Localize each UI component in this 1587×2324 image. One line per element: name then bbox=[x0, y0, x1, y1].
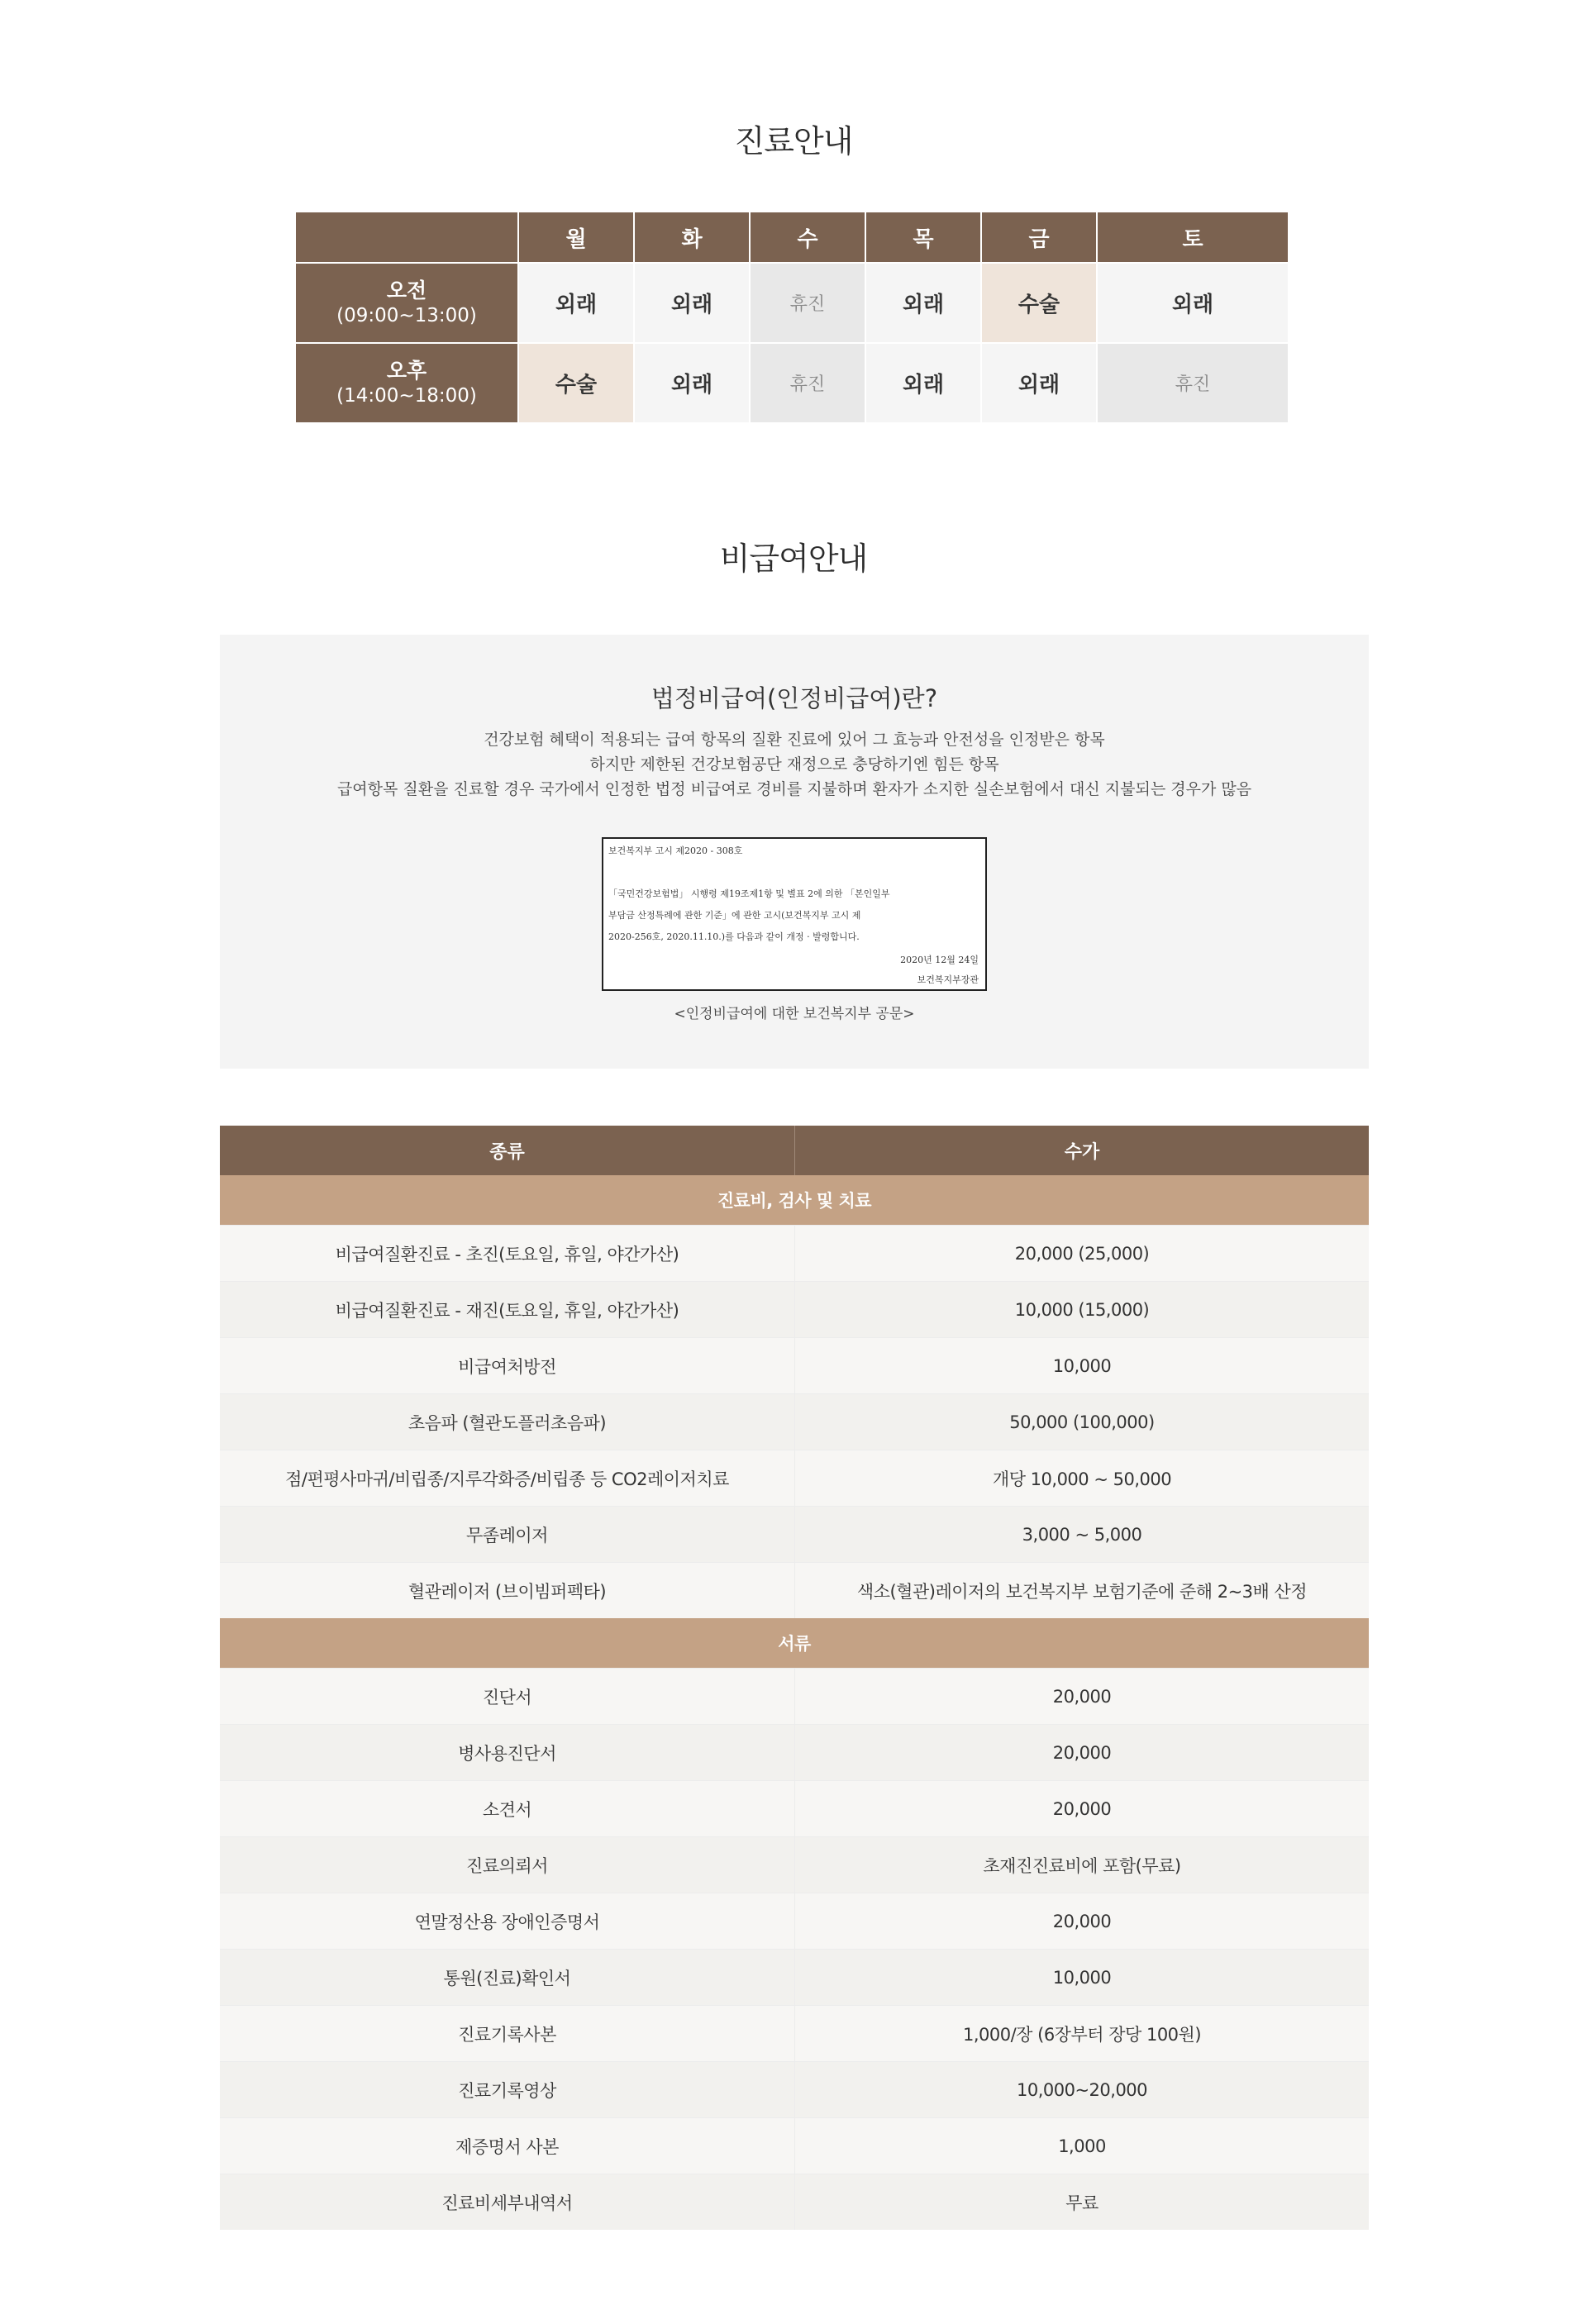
fee-item-price: 10,000~20,000 bbox=[795, 2062, 1370, 2118]
fee-header-row bbox=[220, 1126, 1369, 1175]
fee-header-type: 종류 bbox=[220, 1126, 795, 1175]
schedule-cell: 외래 bbox=[519, 264, 633, 342]
fee-row bbox=[220, 1563, 1369, 1619]
schedule-table bbox=[294, 211, 1289, 424]
fee-row bbox=[220, 1394, 1369, 1450]
fee-row bbox=[220, 1450, 1369, 1507]
fee-item-price: 초재진진료비에 포함(무료) bbox=[795, 1837, 1370, 1893]
fee-row bbox=[220, 1950, 1369, 2006]
nonpay-info-box bbox=[220, 635, 1369, 1069]
fee-item-price: 20,000 (25,000) bbox=[795, 1226, 1370, 1282]
fee-item-name: 통원(진료)확인서 bbox=[220, 1950, 795, 2006]
fee-row bbox=[220, 1669, 1369, 1725]
fee-item-name: 진료기록사본 bbox=[220, 2006, 795, 2062]
schedule-cell-surgery: 수술 bbox=[982, 264, 1096, 342]
fee-item-price: 1,000/장 (6장부터 장당 100원) bbox=[795, 2006, 1370, 2062]
fee-row bbox=[220, 2174, 1369, 2231]
info-line: 건강보험 혜택이 적용되는 급여 항목의 질환 진료에 있어 그 효능과 안전성을 인정받은 항목 bbox=[484, 731, 1105, 749]
notice-body: 「국민건강보험법」 시행령 제19조제1항 및 별표 2에 의한 「본인일부 bbox=[608, 888, 890, 899]
fee-item-price: 3,000 ~ 5,000 bbox=[795, 1507, 1370, 1563]
schedule-cell: 외래 bbox=[866, 344, 980, 422]
notice-date: 2020년 12월 24일 bbox=[900, 955, 979, 965]
fee-item-name: 병사용진단서 bbox=[220, 1725, 795, 1781]
fee-item-price: 1,000 bbox=[795, 2118, 1370, 2174]
schedule-cell: 외래 bbox=[635, 344, 749, 422]
day-mon: 월 bbox=[519, 212, 633, 262]
fee-row bbox=[220, 1837, 1369, 1893]
notice-body: 2020-256호, 2020.11.10.)를 다음과 같이 개정 · 발령합니다. bbox=[608, 931, 860, 942]
schedule-cell: 외래 bbox=[1098, 264, 1288, 342]
fee-item-name: 제증명서 사본 bbox=[220, 2118, 795, 2174]
fee-item-name: 진료기록영상 bbox=[220, 2062, 795, 2118]
fee-row bbox=[220, 1725, 1369, 1781]
info-line: 급여항목 질환을 진료할 경우 국가에서 인정한 법정 비급여로 경비를 지불하며 환자가 소지한 실손보험에서 대신 지불되는 경우가 많음 bbox=[336, 780, 1252, 798]
fee-item-name: 비급여질환진료 - 재진(토요일, 휴일, 야간가산) bbox=[220, 1282, 795, 1338]
day-fri: 금 bbox=[982, 212, 1096, 262]
afternoon-hours: (14:00~18:00) bbox=[336, 384, 477, 407]
fee-item-price: 20,000 bbox=[795, 1669, 1370, 1725]
fee-table-body bbox=[220, 1175, 1369, 2230]
info-line: 하지만 제한된 건강보험공단 재정으로 충당하기엔 힘든 항목 bbox=[589, 755, 999, 774]
schedule-row-morning bbox=[296, 264, 1288, 342]
fee-item-price: 50,000 (100,000) bbox=[795, 1394, 1370, 1450]
morning-label bbox=[296, 264, 517, 342]
fee-item-price: 10,000 (15,000) bbox=[795, 1282, 1370, 1338]
day-thu: 목 bbox=[866, 212, 980, 262]
schedule-cell: 외래 bbox=[866, 264, 980, 342]
schedule-cell-closed: 휴진 bbox=[751, 344, 865, 422]
fee-row bbox=[220, 2118, 1369, 2174]
fee-item-name: 점/편평사마귀/비립종/지루각화증/비립종 등 CO2레이저치료 bbox=[220, 1450, 795, 1507]
fee-category-label: 서류 bbox=[220, 1618, 1369, 1669]
fee-item-name: 비급여처방전 bbox=[220, 1338, 795, 1394]
fee-category-row bbox=[220, 1175, 1369, 1226]
fee-item-name: 진단서 bbox=[220, 1669, 795, 1725]
schedule-cell-closed: 휴진 bbox=[1098, 344, 1288, 422]
fee-item-name: 무좀레이저 bbox=[220, 1507, 795, 1563]
day-tue: 화 bbox=[635, 212, 749, 262]
fee-item-name: 비급여질환진료 - 초진(토요일, 휴일, 야간가산) bbox=[220, 1226, 795, 1282]
fee-item-price: 개당 10,000 ~ 50,000 bbox=[795, 1450, 1370, 1507]
info-title: 법정비급여(인정비급여)란? bbox=[651, 684, 938, 712]
schedule-cell: 외래 bbox=[635, 264, 749, 342]
schedule-cell-closed: 휴진 bbox=[751, 264, 865, 342]
fee-item-name: 진료비세부내역서 bbox=[220, 2174, 795, 2231]
notice-signer: 보건복지부장관 bbox=[917, 974, 979, 985]
day-sat: 토 bbox=[1098, 212, 1288, 262]
schedule-cell-surgery: 수술 bbox=[519, 344, 633, 422]
fee-category-label: 진료비, 검사 및 치료 bbox=[220, 1175, 1369, 1226]
fee-row bbox=[220, 2062, 1369, 2118]
day-wed: 수 bbox=[751, 212, 865, 262]
fee-table bbox=[220, 1126, 1369, 2230]
ministry-notice-image bbox=[602, 837, 987, 991]
morning-label-text: 오전 bbox=[386, 278, 427, 302]
morning-hours: (09:00~13:00) bbox=[336, 304, 477, 326]
fee-item-name: 진료의뢰서 bbox=[220, 1837, 795, 1893]
schedule-corner bbox=[296, 212, 517, 262]
fee-item-price: 20,000 bbox=[795, 1725, 1370, 1781]
fee-item-name: 소견서 bbox=[220, 1781, 795, 1837]
schedule-header-row bbox=[296, 212, 1288, 262]
fee-item-name: 초음파 (혈관도플러초음파) bbox=[220, 1394, 795, 1450]
fee-item-name: 연말정산용 장애인증명서 bbox=[220, 1893, 795, 1950]
nonpay-title: 비급여안내 bbox=[719, 541, 868, 577]
fee-row bbox=[220, 1226, 1369, 1282]
notice-body: 부담금 산정특례에 관한 기준」에 관한 고시(보건복지부 고시 제 bbox=[608, 910, 861, 921]
fee-category-row bbox=[220, 1618, 1369, 1669]
fee-header-price: 수가 bbox=[795, 1126, 1370, 1175]
afternoon-label bbox=[296, 344, 517, 422]
schedule-cell: 외래 bbox=[982, 344, 1096, 422]
fee-item-name: 혈관레이저 (브이빔퍼펙타) bbox=[220, 1563, 795, 1619]
schedule-title: 진료안내 bbox=[734, 123, 853, 160]
fee-item-price: 10,000 bbox=[795, 1338, 1370, 1394]
notice-header: 보건복지부 고시 제2020 - 308호 bbox=[608, 845, 743, 856]
fee-row bbox=[220, 1507, 1369, 1563]
fee-item-price: 20,000 bbox=[795, 1781, 1370, 1837]
fee-item-price: 10,000 bbox=[795, 1950, 1370, 2006]
fee-row bbox=[220, 2006, 1369, 2062]
schedule-row-afternoon bbox=[296, 344, 1288, 422]
notice-caption: <인정비급여에 대한 보건복지부 공문> bbox=[674, 1006, 915, 1022]
fee-item-price: 20,000 bbox=[795, 1893, 1370, 1950]
fee-row bbox=[220, 1893, 1369, 1950]
fee-row bbox=[220, 1282, 1369, 1338]
fee-row bbox=[220, 1338, 1369, 1394]
fee-item-price: 무료 bbox=[795, 2174, 1370, 2231]
afternoon-label-text: 오후 bbox=[386, 358, 427, 383]
fee-item-price: 색소(혈관)레이저의 보건복지부 보험기준에 준해 2~3배 산정 bbox=[795, 1563, 1370, 1619]
fee-row bbox=[220, 1781, 1369, 1837]
